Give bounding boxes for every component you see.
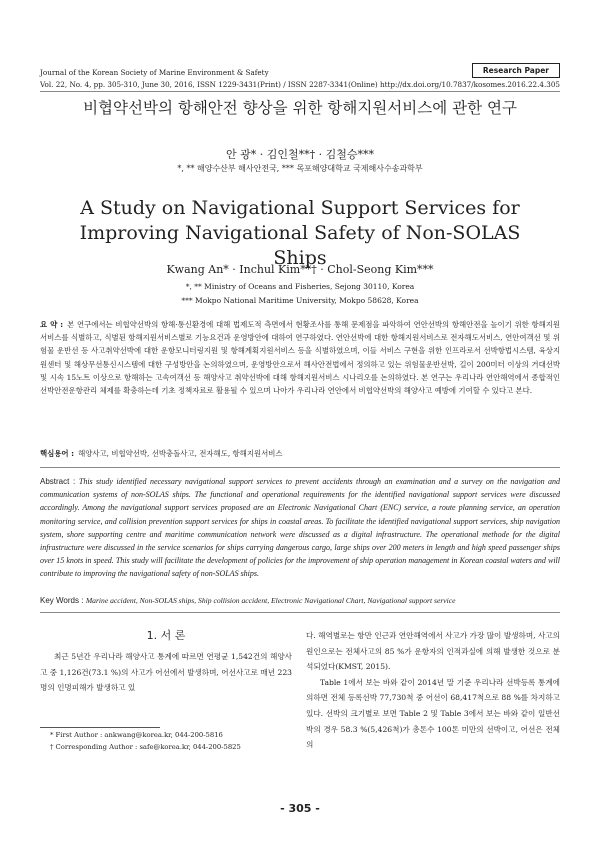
english-keywords (40, 596, 560, 605)
english-affiliation-1: *, ** Ministry of Oceans and Fisheries, Sejong 30110, Korea (185, 282, 415, 291)
abstract-divider (40, 467, 560, 468)
section-title: 1. 서 론 (146, 629, 186, 642)
english-keywords-text: Marine accident, Non-SOLAS ships, Ship collision accident, Electronic Navigational Chart, Navigational support service (85, 596, 456, 605)
right-column-paragraph-2: Table 1에서 보는 바와 같이 2014년 말 기준 우리나라 선박등록 통계에 의하면 전체 등록선박 77,730척 중 어선이 68,417척으로 88 %를 차지하고 있다. 선박의 크기별로 보면 Table 2 및 Table 3에서 보는 바와 같이 일반선박의 경우 58.3 %(5,426척)가 총톤수 100톤 미만의 선박이고, 어선은 전체의 (306, 677, 560, 750)
korean-abstract-text: 본 연구에서는 비협약선박의 항해·통신환경에 대해 법제도적 측면에서 현황조사를 통해 문제점을 파악하여 연안선박의 항해안전을 높이기 위한 항해지원서비스를 식별하고, 식별된 항해지원서비스별로 기능요건과 운영방안에 대하여 연구하였다. 연안선박에 대한 항해지원서비스로 전자해도서비스, 연안여객선 및 위험물 운반선 등 사고취약선박에 대한 운항모니터링지원 및 항해계획지원서비스 등을 식별하였으며, 이들 서비스 구현을 위한 인프라로서 선박항법시스템, 육상지원센터 및 해상무선통신시스템에 대한 구성방안을 논의하였으며, 운영방안으로서 해사안전법에서 정의하고 있는 위험물운반선박, 길이 200미터 이상의 거대선박 및 시속 15노트 이상으로 항해하는 고속여객선 등 해양사고 취약선박에 대해 항해지원서비스 시나리오를 논의하였다. 본 연구는 우리나라 연안해역에서 종합적인 선박안전운항관리 체제를 확충하는데 기초 정책자료로 활용될 수 있으며 나아가 우리나라 연안에서 비협약선박의 해양사고 예방에 기여할 수 있다고 본다. (40, 320, 560, 396)
korean-keywords-label: 핵심용어 : (40, 449, 75, 458)
volume-line: Vol. 22, No. 4, pp. 305-310, June 30, 2016, ISSN 1229-3431(Print) / ISSN 2287-3341(Online) (40, 80, 378, 89)
left-column-paragraph: 최근 5년간 우리나라 해양사고 통계에 따르면 연평균 1,542건의 해양사고 중 1,126건(73.1 %)의 사고가 어선에서 발생하며, 어선사고로 매년 223명의 인명피해가 발생하고 있 (40, 652, 292, 693)
right-column-paragraph-1: 다. 해역별로는 항만 인근과 연안해역에서 사고가 가장 많이 발생하며, 사고의 원인으로는 전체사고의 85 %가 운항자의 인적과실에 의해 발생한 것으로 분석되었다(KMST, 2015). (306, 631, 560, 672)
english-affiliation-2: *** Mokpo National Maritime University, Mokpo 58628, Korea (181, 296, 419, 305)
english-abstract-text: This study identified necessary navigational support services to prevent accidents through an examination and a survey on the navigation and communication systems of non-SOLAS ships. The functional and operational requirements for the identified navigational support services were discussed accordingly. Among the navigational support services proposed are an Electronic Navigational Chart (ENC) service, a route planning service, an operation monitoring service, and collision prevention support services for ships in coastal areas. To facilitate the identified navigational support services, ship navigation system, shore supporting centre and maritime communication network were discussed as a digital infrastructure. The operational methode for the digital infrastructure were discussed in the service scenarios for ships carrying dangerous cargo, large ships over 200 meters in length and high speed passenger ships over 15 knots in speed. This study will facilitate the development of policies for the improvement of ship operation management in Korean coastal waters and will contribute to improving the navigational safety of non-SOLAS ships. (40, 477, 560, 579)
english-abstract-label: Abstract : (40, 477, 76, 486)
english-abstract (40, 475, 560, 581)
page-number: - 305 - (280, 802, 320, 815)
english-title: A Study on Navigational Support Services for Improving Navigational Safety of Non-SOLAS Ships (79, 197, 521, 269)
english-authors: Kwang An* · Inchul Kim**† · Chol-Seong Kim*** (166, 263, 434, 276)
korean-abstract-label: 요 약 : (40, 320, 64, 329)
doi-link[interactable]: http://dx.doi.org/10.7837/kosomes.2016.22.4.305 (380, 80, 560, 89)
korean-keywords-text: 해양사고, 비협약선박, 선박충돌사고, 전자해도, 항해지원서비스 (78, 449, 283, 458)
research-paper-badge: Research Paper (472, 63, 560, 78)
korean-keywords (40, 448, 560, 459)
korean-affiliations: *, ** 해양수산부 해사안전국, *** 목포해양대학교 국제해사수송과학부 (177, 164, 423, 173)
footnote-rule (40, 727, 160, 728)
first-author-footnote: * First Author : ankwang@korea.kr, 044-200-5816 (50, 731, 223, 739)
korean-title: 비협약선박의 항해안전 향상을 위한 항해지원서비스에 관한 연구 (83, 99, 517, 117)
header-rule (40, 91, 560, 92)
korean-authors: 안 광* · 김인철**† · 김철승*** (226, 148, 374, 161)
journal-name: Journal of the Korean Society of Marine Environment & Safety (40, 68, 269, 77)
korean-abstract (40, 318, 560, 397)
english-keywords-label: Key Words : (40, 596, 84, 605)
right-column (306, 628, 560, 753)
keywords-divider (40, 612, 560, 613)
corresponding-author-footnote: † Corresponding Author : safe@korea.kr, 044-200-5825 (50, 743, 241, 751)
